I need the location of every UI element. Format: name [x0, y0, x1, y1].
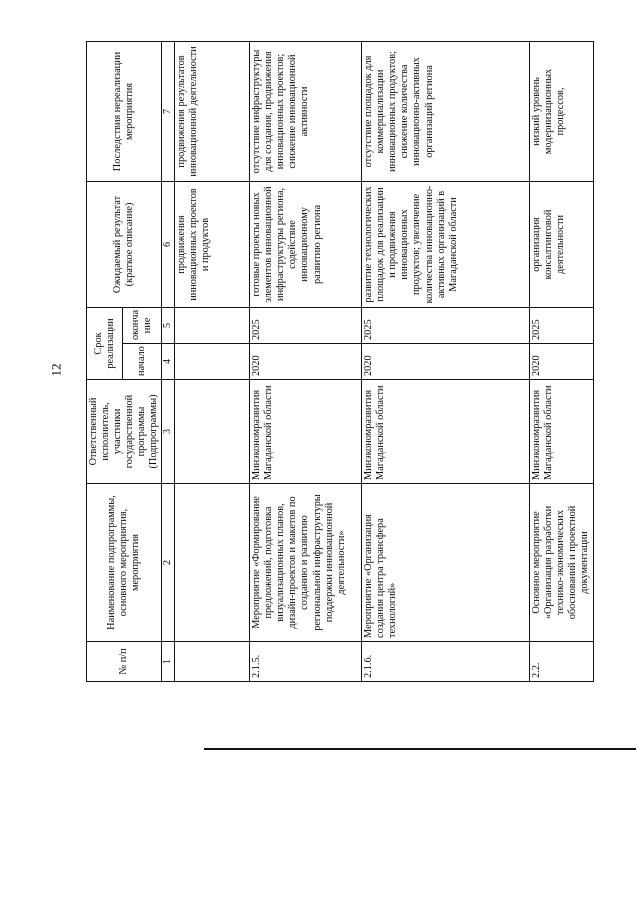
row-consequence: отсутствие площадок для коммерциализации инновационных продуктов; снижение количества инновационно-активных организаций региона: [362, 41, 530, 181]
row-result: организация консалтинговой деятельности: [530, 181, 593, 307]
row-exec: [175, 380, 250, 484]
row-consequence: отсутствие инфраструктуры для создания, продвижения инновационных проектов; снижение инновационной активности: [250, 41, 362, 181]
row-name: [175, 484, 250, 642]
header-exec: Ответственный исполнитель, участники государственной программы (Подпрограммы): [87, 380, 162, 484]
header-consequence: Последствия нереализации мероприятия: [87, 41, 162, 181]
table-row: [250, 41, 362, 681]
row-exec: Минэкономразвития Магаданской области: [530, 380, 593, 484]
column-number: 1: [162, 642, 175, 682]
row-num: 2.1.6.: [362, 642, 530, 682]
header-start: начало: [123, 344, 162, 380]
row-num: 2.1.5.: [250, 642, 362, 682]
row-num: [175, 642, 250, 682]
row-end: 2025: [362, 307, 530, 343]
column-number: 5: [162, 307, 175, 343]
row-start: 2020: [362, 344, 530, 380]
row-start: 2020: [250, 344, 362, 380]
column-number: 7: [162, 41, 175, 181]
page-number: 12: [48, 363, 64, 377]
header-term: Срок реализации: [87, 307, 123, 379]
row-result: готовые проекты новых элементов инновационной инфраструктуры региона, содействие инновационному развитию региона: [250, 181, 362, 307]
table-row: [362, 41, 530, 681]
row-result: развитие технологических площадок для реализации и продвижения инновационных продуктов; увеличение количества инновационно-активных организаций в Магаданской области: [362, 181, 530, 307]
row-exec: Минэкономразвития Магаданской области: [250, 380, 362, 484]
measures-table: [86, 41, 594, 682]
row-exec: Минэкономразвития Магаданской области: [362, 380, 530, 484]
header-row: [87, 41, 123, 681]
row-start: [175, 344, 250, 380]
row-name: Основное мероприятие «Организация разработки технико-экономических обоснований и проектной документации: [530, 484, 593, 642]
row-end: 2025: [530, 307, 593, 343]
row-end: [175, 307, 250, 343]
rotated-table-wrapper: [86, 42, 591, 682]
column-numbers-row: [162, 41, 175, 681]
column-number: 6: [162, 181, 175, 307]
header-num: № п/п: [87, 642, 162, 682]
horizontal-rule: [204, 748, 636, 750]
column-number: 3: [162, 380, 175, 484]
row-result: продвижения инновационных проектов и продуктов: [175, 181, 250, 307]
column-number: 4: [162, 344, 175, 380]
header-name: Наименование подпрограммы, основного мероприятия, мероприятия: [87, 484, 162, 642]
row-name: Мероприятие «Организация создания центра трансфера технологий»: [362, 484, 530, 642]
row-start: 2020: [530, 344, 593, 380]
row-num: 2.2.: [530, 642, 593, 682]
table-row: [530, 41, 593, 681]
header-end: оконча ние: [123, 307, 162, 343]
column-number: 2: [162, 484, 175, 642]
row-consequence: низкий уровень модернизационных процессов,: [530, 41, 593, 181]
row-end: 2025: [250, 307, 362, 343]
header-result: Ожидаемый результат (краткое описание): [87, 181, 162, 307]
row-name: Мероприятие «Формирование предложений, подготовка визуализационных планов, дизайн-проектов и макетов по созданию и развитию региональной инфраструктуры поддержки инновационной деятельности»: [250, 484, 362, 642]
row-consequence: продвижения результатов инновационной деятельности: [175, 41, 250, 181]
table-row: [175, 41, 250, 681]
